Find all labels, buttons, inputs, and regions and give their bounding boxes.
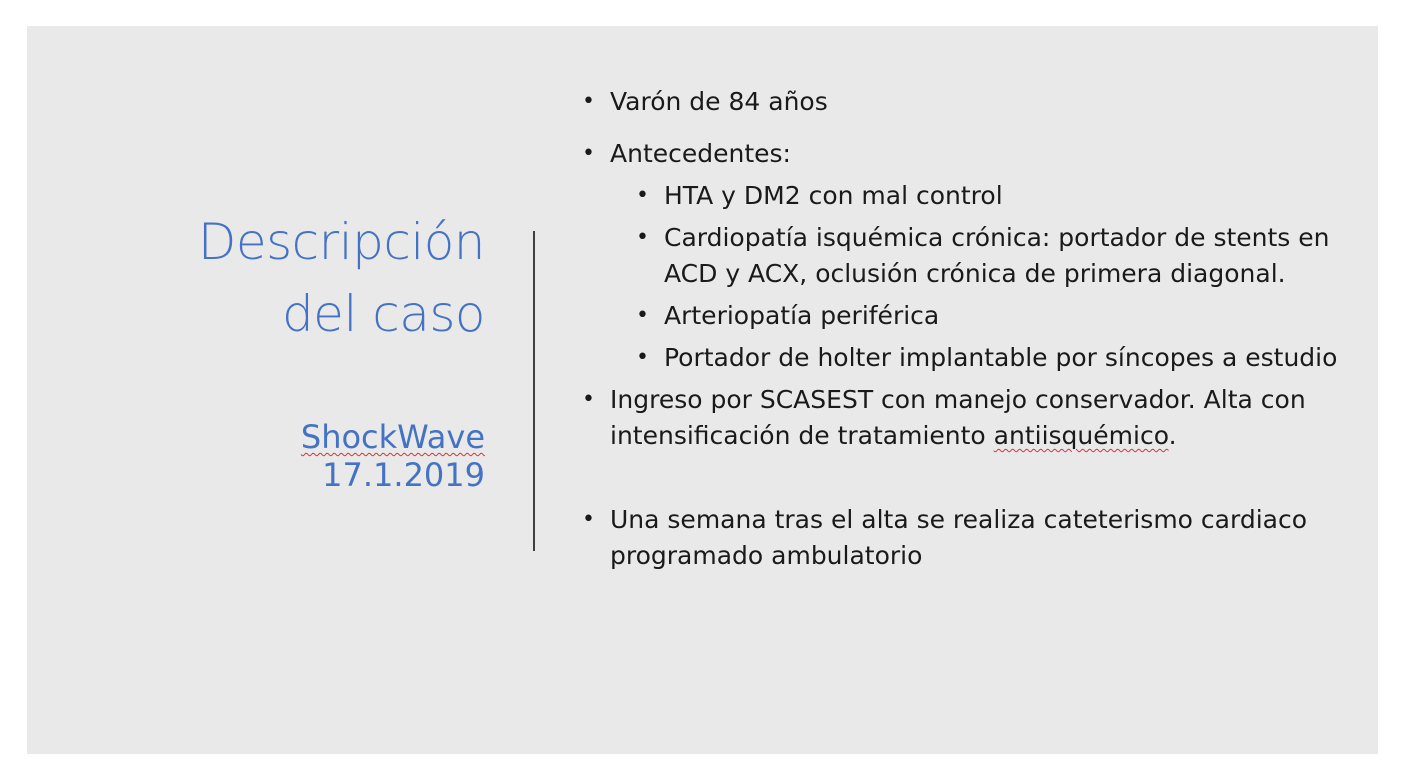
sub-bullet-hta: • HTA y DM2 con mal control bbox=[582, 178, 1342, 214]
bullet-age: • Varón de 84 años bbox=[582, 84, 1342, 120]
bullet-ingreso-end: . bbox=[1168, 421, 1177, 450]
bullet-ingreso bbox=[582, 382, 1342, 454]
sub-bullet-cardiopatia: • Cardiopatía isquémica crónica: portador de stents en ACD y ACX, oclusión crónica de primera diagonal. bbox=[582, 220, 1342, 292]
slide-subtitle bbox=[187, 418, 485, 494]
sub-bullet-arteriopatia: • Arteriopatía periférica bbox=[582, 298, 1342, 334]
subtitle-brand: ShockWave bbox=[300, 418, 485, 456]
slide bbox=[27, 26, 1378, 754]
subtitle-line-1 bbox=[187, 418, 485, 456]
sub-bullet-holter: • Portador de holter implantable por síncopes a estudio bbox=[582, 340, 1342, 376]
bullet-antecedentes: • Antecedentes: bbox=[582, 136, 1342, 172]
bullet-cateterismo: • Una semana tras el alta se realiza cateterismo cardiaco programado ambulatorio bbox=[582, 502, 1342, 574]
vertical-divider bbox=[533, 231, 535, 551]
subtitle-date: 17.1.2019 bbox=[322, 456, 485, 494]
bullet-ingreso-text: Ingreso por SCASEST con manejo conservador. Alta con intensificación de tratamiento bbox=[610, 385, 1306, 450]
title-line-1: Descripción bbox=[197, 213, 485, 271]
slide-title bbox=[127, 206, 485, 350]
bullet-list bbox=[582, 84, 1342, 574]
bullet-ingreso-word: antiisquémico bbox=[993, 421, 1169, 450]
title-line-2: del caso bbox=[281, 285, 485, 343]
